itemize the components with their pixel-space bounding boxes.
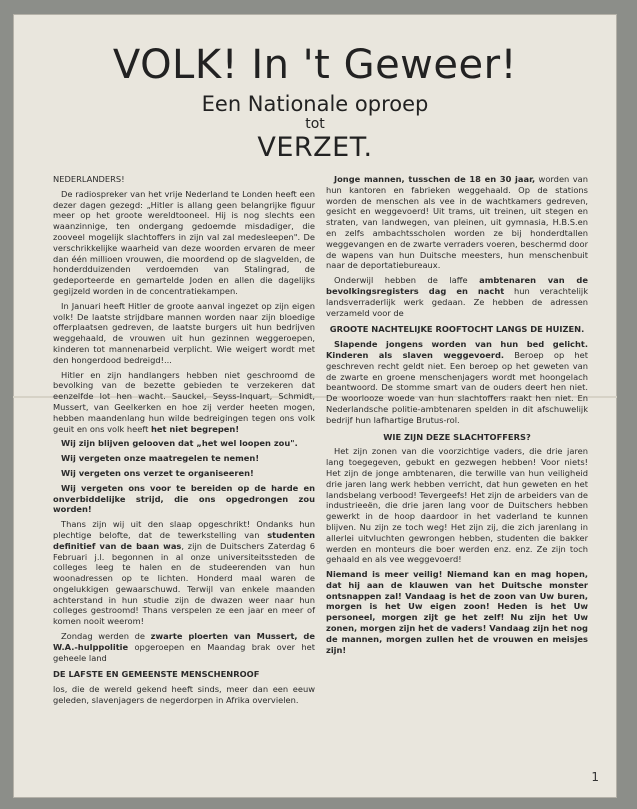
left-p8-bold: studenten definitief van de baan was [53,529,315,551]
left-heading: NEDERLANDERS! [53,174,125,184]
left-paragraph-1: De radiospreker van het vrije Nederland te Londen heeft een dezer dagen gezegd: „Hitler is allang geen belangrijke figuur meer op het groote wereldtooneel. Hij is nog slechts een waanzinnige, ten ondergang gedoemde misdadiger, die zooveel mogelijk slachtoffers in zijn val zal medesleepen". De verschrikkelijke waarheid van deze woorden ervaren de meer dan één millioen vrouwen, die moordend op de slagvelden, de honderdduizenden verdoemden van Stalingrad, de gedeporteerde en gemartelde Joden en allen die dagelijks gegijzeld worden in de concentratiekampen. [53,188,315,296]
right-paragraph-1 [326,174,588,271]
left-paragraph-4: Wij zijn blijven gelooven dat „het wel loopen zou". [61,438,298,449]
right-p1-text: worden van hun kantoren en fabrieken weggehaald. Op de stations worden de menschen als vee in de wachtkamers gedreven, gesicht en weggevoerd! Uit trams, uit treinen, uit stegen en straten, van landwegen, van pleinen, uit gymnasia, H.B.S.en en zelfs ambachtsscholen worden ze bij honderdtallen weggevangen en de zwarte verraders voeren, beschermd door de wapens van hun Duitsche meesters, hun menschenbuit naar de deportatiebureaux. [326,174,588,271]
subtitle-verzet: VERZET. [257,132,373,163]
left-column [53,174,315,710]
left-paragraph-10: los, die de wereld gekend heeft sinds, meer dan een eeuw geleden, slavenjagers de negerdorpen in Afrika overvielen. [53,684,315,706]
left-paragraph-3-bold: het niet begrepen! [151,423,240,434]
left-paragraph-3-text: Hitler en zijn handlangers hebben niet geschroomd de bevolking van de bezette gebieden te verzekeren dat eenzelfde lot hen wacht. Sauckel, Seyss-Inquart, Schmidt, Mussert, van Geelkerken en hoe zij verder heeten mogen, hebben maandenlang hun wilde bedreigingen tegen ons volk geuit en ons volk heeft [53,369,315,434]
right-p2-a: Onderwijl hebben de laffe [334,275,480,286]
right-subheading-2: WIE ZIJN DEZE SLACHTOFFERS? [383,431,531,442]
left-p9-c: opgeroepen en Maandag brak over het geheele land [53,641,315,663]
right-paragraph-5: Niemand is meer veilig! Niemand kan en mag hopen, dat hij aan de klauwen van het Duitsche monster ontsnappen zal! Vandaag is het de zoon van Uw buren, morgen is het Uw eigen zoon! Heden is het Uw personeel, morgen zijt ge het zelf! Nu zijn het Uw zonen, morgen zijn het de vaders! Vandaag zijn het nog de mannen, morgen zullen het de vrouwen en meisjes zijn! [326,569,588,655]
right-p2-c: hun verachtelijk landsverraderlijk werk gedaan. Ze hebben de adressen verzameld voor de [326,285,588,318]
left-paragraph-2: In Januari heeft Hitler de groote aanval ingezet op zijn eigen volk! De laatste strijdbare mannen worden naar zijn bloedige offerplaatsen gedreven, de laatste burgers uit hun bedrijven weggehaald, de vrouwen uit hun gezinnen weggeroepen, kinderen tot mannenarbeid verplicht. Wie weigert wordt met den hongerdood bedreigd!... [53,300,315,365]
right-paragraph-2 [326,275,588,318]
subtitle-tot: tot [305,116,325,132]
left-paragraph-8 [53,519,315,627]
right-subheading-1: GROOTE NACHTELIJKE ROOFTOCHT LANGS DE HUIZEN. [329,324,585,335]
right-paragraph-4: Het zijn zonen van die voorzichtige vaders, die drie jaren lang toegegeven, gebukt en gezwegen hebben! Voor niets! Het zijn de jonge ambtenaren, die terwille van hun veiligheid drie jaren lang werk hebben verricht, dat hun geweten en het landsbelang verbood! Tevergeefs! Het zijn de arbeiders van de industrieeën, die drie jaren lang voor de Duitschers hebben gewerkt in de hoop daardoor in het vaderland te kunnen blijven. Nu zijn ze toch weg! Het zijn zij, die zich jarenlang in allerlei uitvluchten gewrongen hebben, studenten die bakker werden en monteurs die boer werden enz. enz. Ze zijn toch gehaald en als vee weggevoerd! [326,446,588,565]
left-p9-bold: zwarte ploerten van Mussert, de W.A.-hulppolitie [53,631,315,652]
left-paragraph-5: Wij vergeten onze maatregelen te nemen! [61,453,260,464]
left-p8-a: Thans zijn wij uit den slaap opgeschrikt! Ondanks hun plechtige belofte, dat de tewerkstelling van [53,519,315,540]
page-mark: 1 [591,770,599,784]
left-p9-a: Zondag werden de [61,631,151,642]
left-paragraph-7: Wij vergeten ons voor te bereiden op de harde en onverbiddelijke strijd, die ons opgedrongen zou worden! [53,482,315,515]
left-subheading: DE LAFSTE EN GEMEENSTE MENSCHENROOF [53,669,260,680]
right-p2-bold: ambtenaren van de bevolkingsregisters dag en nacht [326,275,588,296]
right-p3-text: Beroep op het geschreven recht geldt niet. Een beroep op het geweten van de zwarte en groene menschenjagers wordt met hoongelach beantwoord. De stomme smart van de ouders deert hen niet. De woorlooze woede van hun slachtoffers raakt hen niet. En Nederlandsche politie-ambtenaren spelden in dit afschuwelijk bedrijf hun lafhartige Brutus-rol. [326,349,588,425]
main-title: VOLK! In 't Geweer! [112,42,518,88]
left-paragraph-3 [53,370,315,435]
left-paragraph-6: Wij vergeten ons verzet te organiseeren! [61,467,254,478]
right-p3-bold: Slapende jongens worden van hun bed gelicht. Kinderen als slaven weggevoerd. [326,339,588,360]
right-p1-bold: Jonge mannen, tusschen de 18 en 30 jaar, [334,174,536,184]
right-paragraph-3 [326,339,588,425]
leaflet-page [13,14,617,798]
left-paragraph-9 [53,631,315,663]
subtitle: Een Nationale oproep [201,92,429,116]
left-p8-c: , zijn de Duitschers Zaterdag 6 Februari j.l. begonnen in al onze universiteitssteden de colleges leeg te halen en de studeerenden van hun woonadressen op te lichten. Honderd maal waren de ongelukkigen gewaarschuwd. Terwijl van enkele maanden achterstand in hun studie zijn de dwazen weer naar hun colleges gestroomd! Thans verspelen ze een jaar en meer of komen nooit weerom! [53,540,315,627]
right-column [326,174,588,659]
